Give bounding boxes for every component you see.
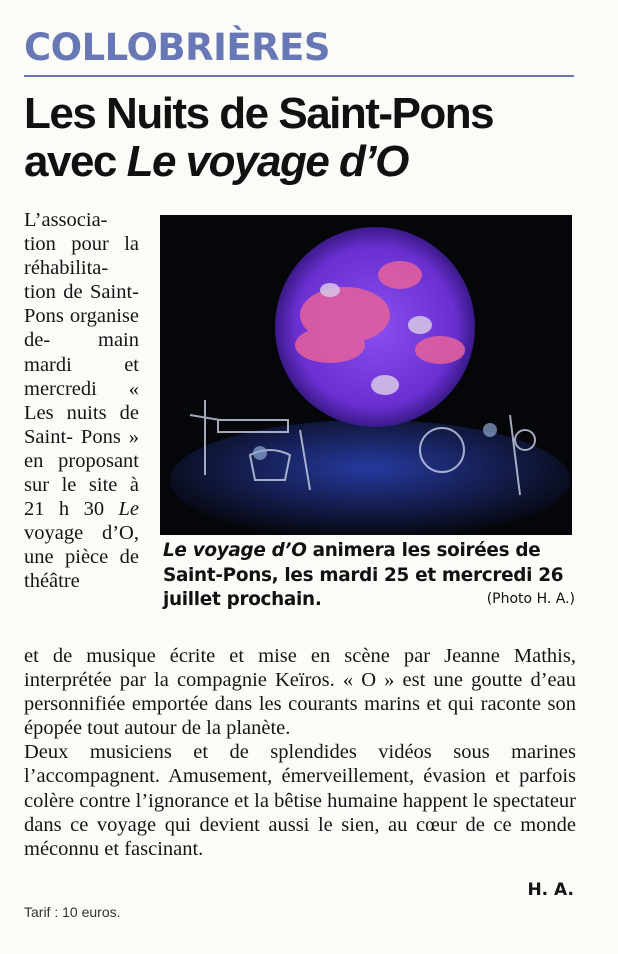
col-line: une pièce xyxy=(24,546,109,569)
caption-text: animera les soirées de Saint-Pons, les mardi 25 et mercredi 26 juillet prochain. xyxy=(163,540,564,610)
photo-credit: (Photo H. A.) xyxy=(486,591,575,607)
col-line: proposant xyxy=(58,449,139,472)
stage-photo-drawing xyxy=(160,215,572,535)
col-line: tion pour la xyxy=(24,233,139,256)
col-line: voyage d’O, xyxy=(24,522,139,545)
article-body xyxy=(24,644,576,861)
stage-photo xyxy=(160,215,572,535)
col-line: de théâtre xyxy=(24,546,140,593)
price-note: Tarif : 10 euros. xyxy=(24,904,121,920)
author-signature: H. A. xyxy=(527,880,574,900)
headline xyxy=(24,90,584,186)
col-line: main mardi xyxy=(24,329,139,376)
col-line: organise de- xyxy=(24,305,139,352)
col-italic-le: Le xyxy=(118,498,140,521)
headline-line-1: Les Nuits de Saint-Pons xyxy=(24,89,494,138)
col-line: L’associa- xyxy=(24,209,108,231)
headline-line-2-plain: avec xyxy=(24,137,127,186)
col-line: et mercredi xyxy=(24,353,139,400)
section-title: COLLOBRIÈRES xyxy=(24,26,331,69)
col-line: sur le site à xyxy=(24,474,139,497)
photo-caption xyxy=(163,539,575,613)
caption-title: Le voyage d’O xyxy=(163,540,307,561)
section-rule xyxy=(24,75,574,77)
headline-line-2-italic: Le voyage d’O xyxy=(126,137,408,186)
intro-column xyxy=(24,208,139,594)
body-paragraph: et de musique écrite et mise en scène par Jeanne Mathis, interprétée par la compagnie Keïros. « O » est une goutte d’eau personnifiée emportée dans les courants marins et qui raconte son épopée tout autour de la planète. xyxy=(24,645,576,740)
col-line: 21 h 30 xyxy=(24,498,105,521)
col-line: réhabilita- xyxy=(24,257,109,280)
col-line: Pons » en xyxy=(24,425,139,472)
col-line: tion de xyxy=(24,281,83,304)
col-line: de Saint- xyxy=(24,401,140,448)
col-line: Saint-Pons xyxy=(24,281,139,328)
col-line: « Les nuits xyxy=(24,377,139,424)
body-paragraph: Deux musiciens et de splendides vidéos sous marines l’accompagnent. Amusement, émerveillement, évasion et parfois colère contre l’ignorance et la bêtise humaine happent le spectateur dans ce voyage qui devient aussi le sien, au cœur de ce monde méconnu et fascinant. xyxy=(24,741,576,860)
